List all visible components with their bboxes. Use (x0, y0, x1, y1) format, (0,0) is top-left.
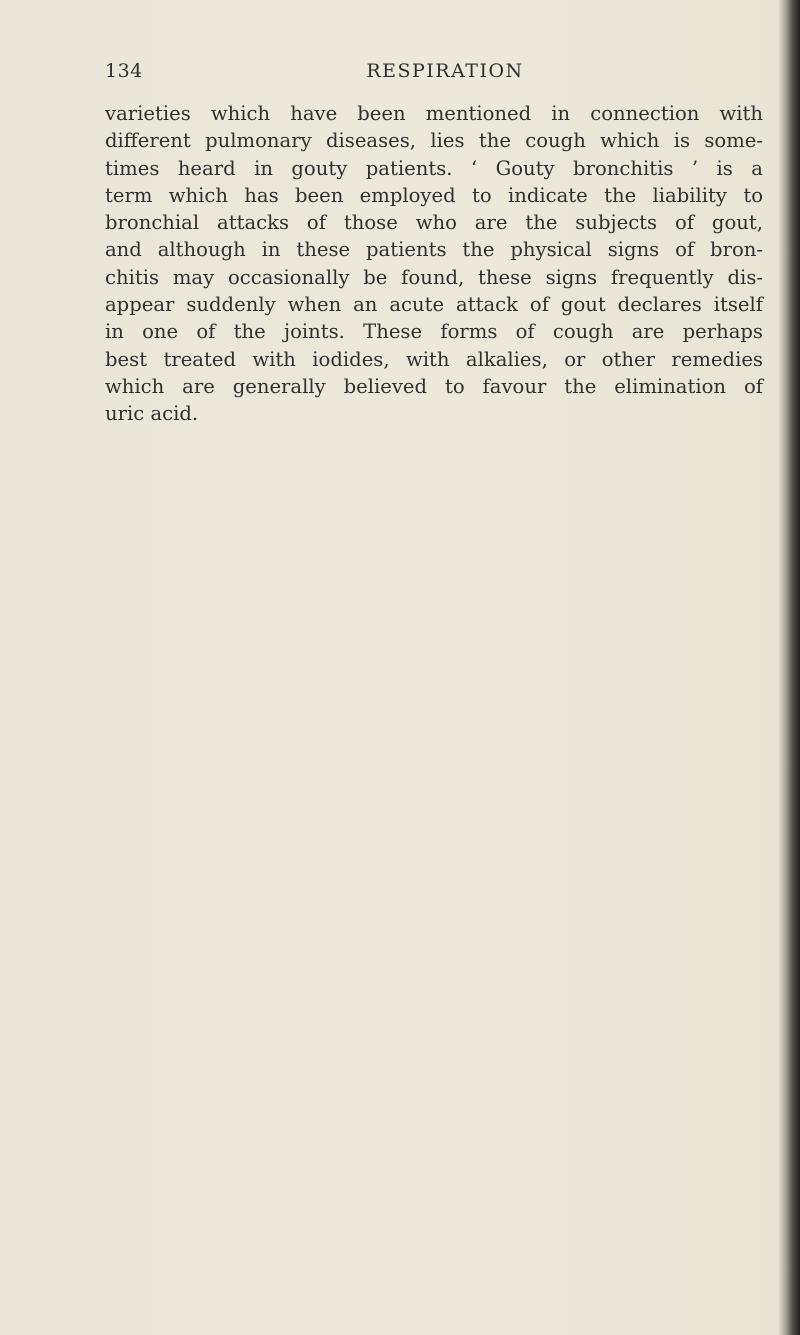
text-line: best treated with iodides, with alkalies, or other remedies (105, 347, 763, 371)
text-line: appear suddenly when an acute attack of gout declares itself (105, 293, 763, 317)
text-line: and although in these patients the physical signs of bron- (105, 238, 763, 262)
text-line: term which has been employed to indicate the liability to (105, 183, 763, 207)
book-spine-shadow (778, 0, 800, 1335)
page-number: 134 (105, 60, 143, 82)
running-head (105, 60, 765, 90)
text-line: times heard in gouty patients. ‘ Gouty bronchitis ’ is a (105, 156, 763, 180)
text-line: varieties which have been mentioned in connection with (105, 102, 763, 125)
text-line: uric acid. (105, 402, 199, 426)
text-line: different pulmonary diseases, lies the cough which is some- (105, 129, 763, 153)
body-paragraph (105, 100, 763, 428)
running-title: RESPIRATION (366, 60, 524, 82)
text-line: in one of the joints. These forms of cough are perhaps (105, 320, 763, 344)
text-line: which are generally believed to favour the elimination of (105, 374, 763, 398)
text-line: bronchial attacks of those who are the subjects of gout, (105, 211, 763, 235)
text-line: chitis may occasionally be found, these signs frequently dis- (105, 265, 763, 289)
